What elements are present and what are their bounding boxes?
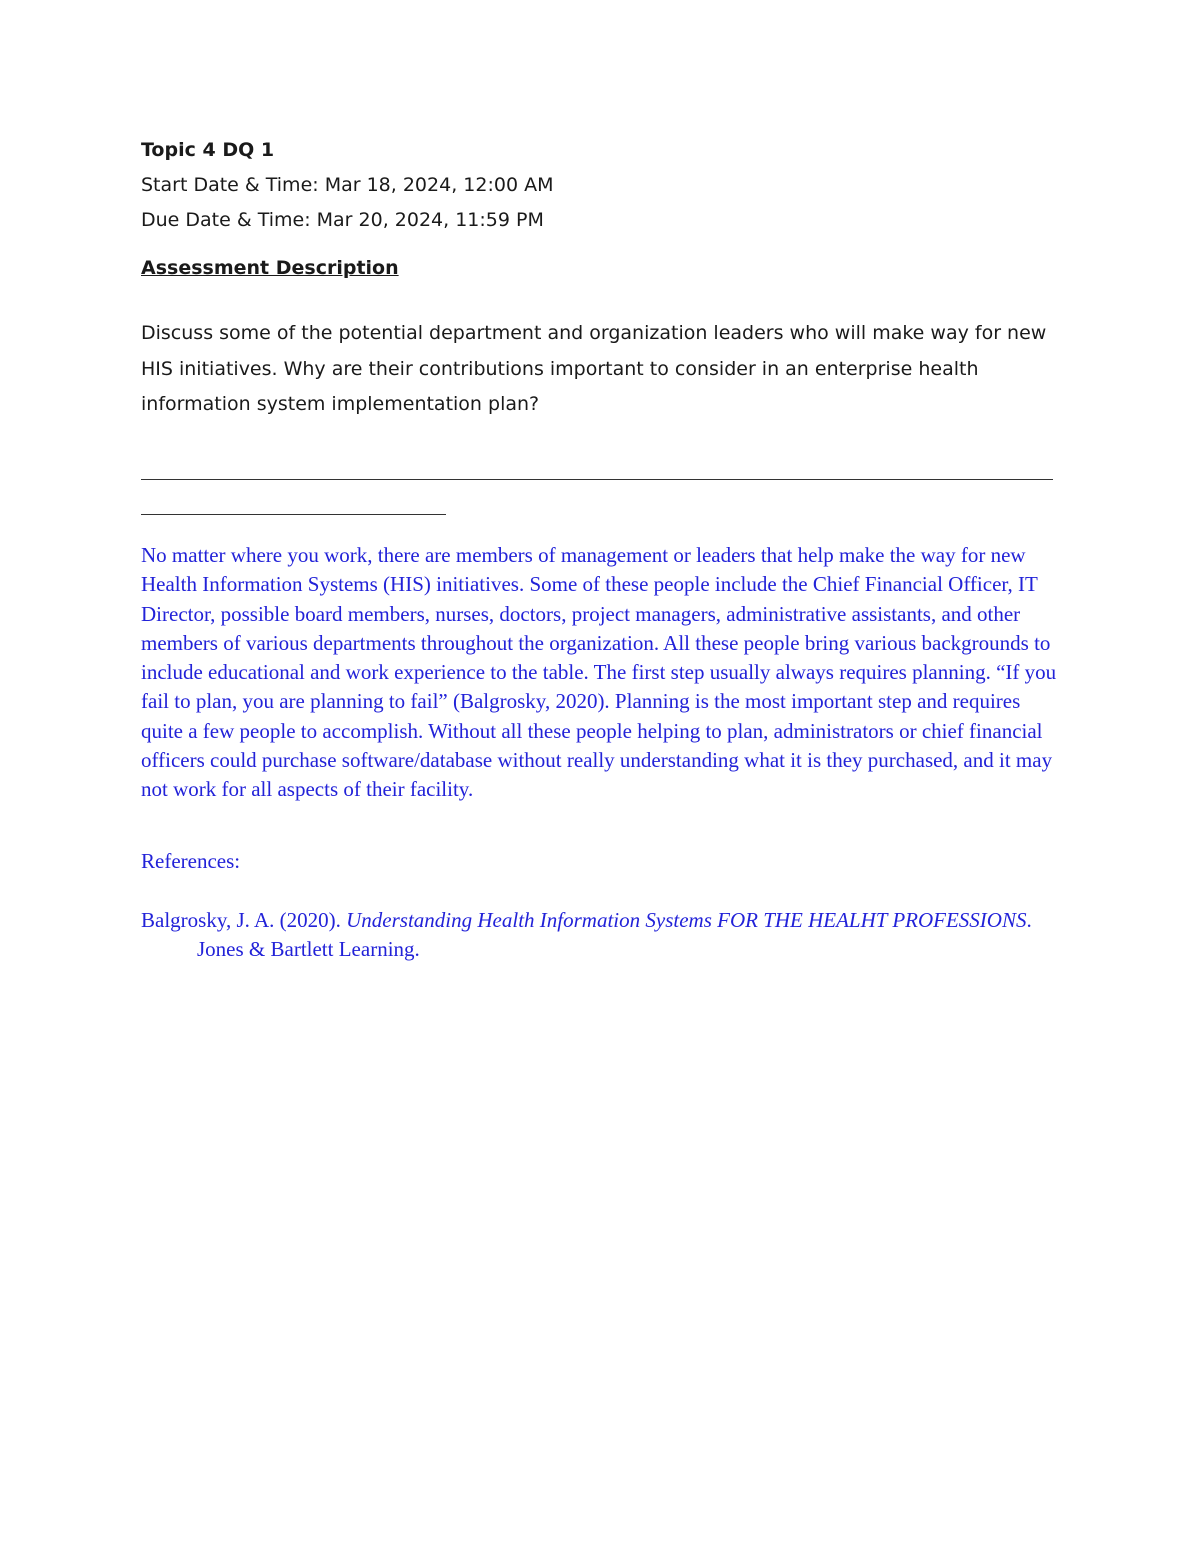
separator-line-short xyxy=(141,514,446,515)
assessment-prompt: Discuss some of the potential department and organization leaders who will make way for new HIS initiatives. Why are their contributions important to consider in an enterprise health information system implementation plan? xyxy=(141,322,1047,415)
topic-title: Topic 4 DQ 1 xyxy=(141,139,275,161)
assessment-heading: Assessment Description xyxy=(141,257,399,279)
due-date-line: Due Date & Time: Mar 20, 2024, 11:59 PM xyxy=(141,209,544,231)
reference-publisher: . Jones & Bartlett Learning. xyxy=(197,908,1032,961)
reference-author-year: Balgrosky, J. A. (2020). xyxy=(141,908,347,932)
start-date-line: Start Date & Time: Mar 18, 2024, 12:00 AM xyxy=(141,174,554,196)
reference-title: Understanding Health Information Systems FOR THE HEALHT PROFESSIONS xyxy=(346,908,1027,932)
references-heading: References: xyxy=(141,849,241,873)
reference-entry xyxy=(141,906,1057,964)
response-body: No matter where you work, there are members of management or leaders that help make the way for new Health Information Systems (HIS) initiatives. Some of these people include the Chief Financial Officer, IT Director, possible board members, nurses, doctors, project managers, administrative assistants, and other members of various departments throughout the organization. All these people bring various backgrounds to include educational and work experience to the table. The first step usually always requires planning. “If you fail to plan, you are planning to fail” (Balgrosky, 2020). Planning is the most important step and requires quite a few people to accomplish. Without all these people helping to plan, administrators or chief financial officers could purchase software/database without really understanding what it is they purchased, and it may not work for all aspects of their facility. xyxy=(141,543,1057,802)
separator-line-long xyxy=(141,479,1053,480)
